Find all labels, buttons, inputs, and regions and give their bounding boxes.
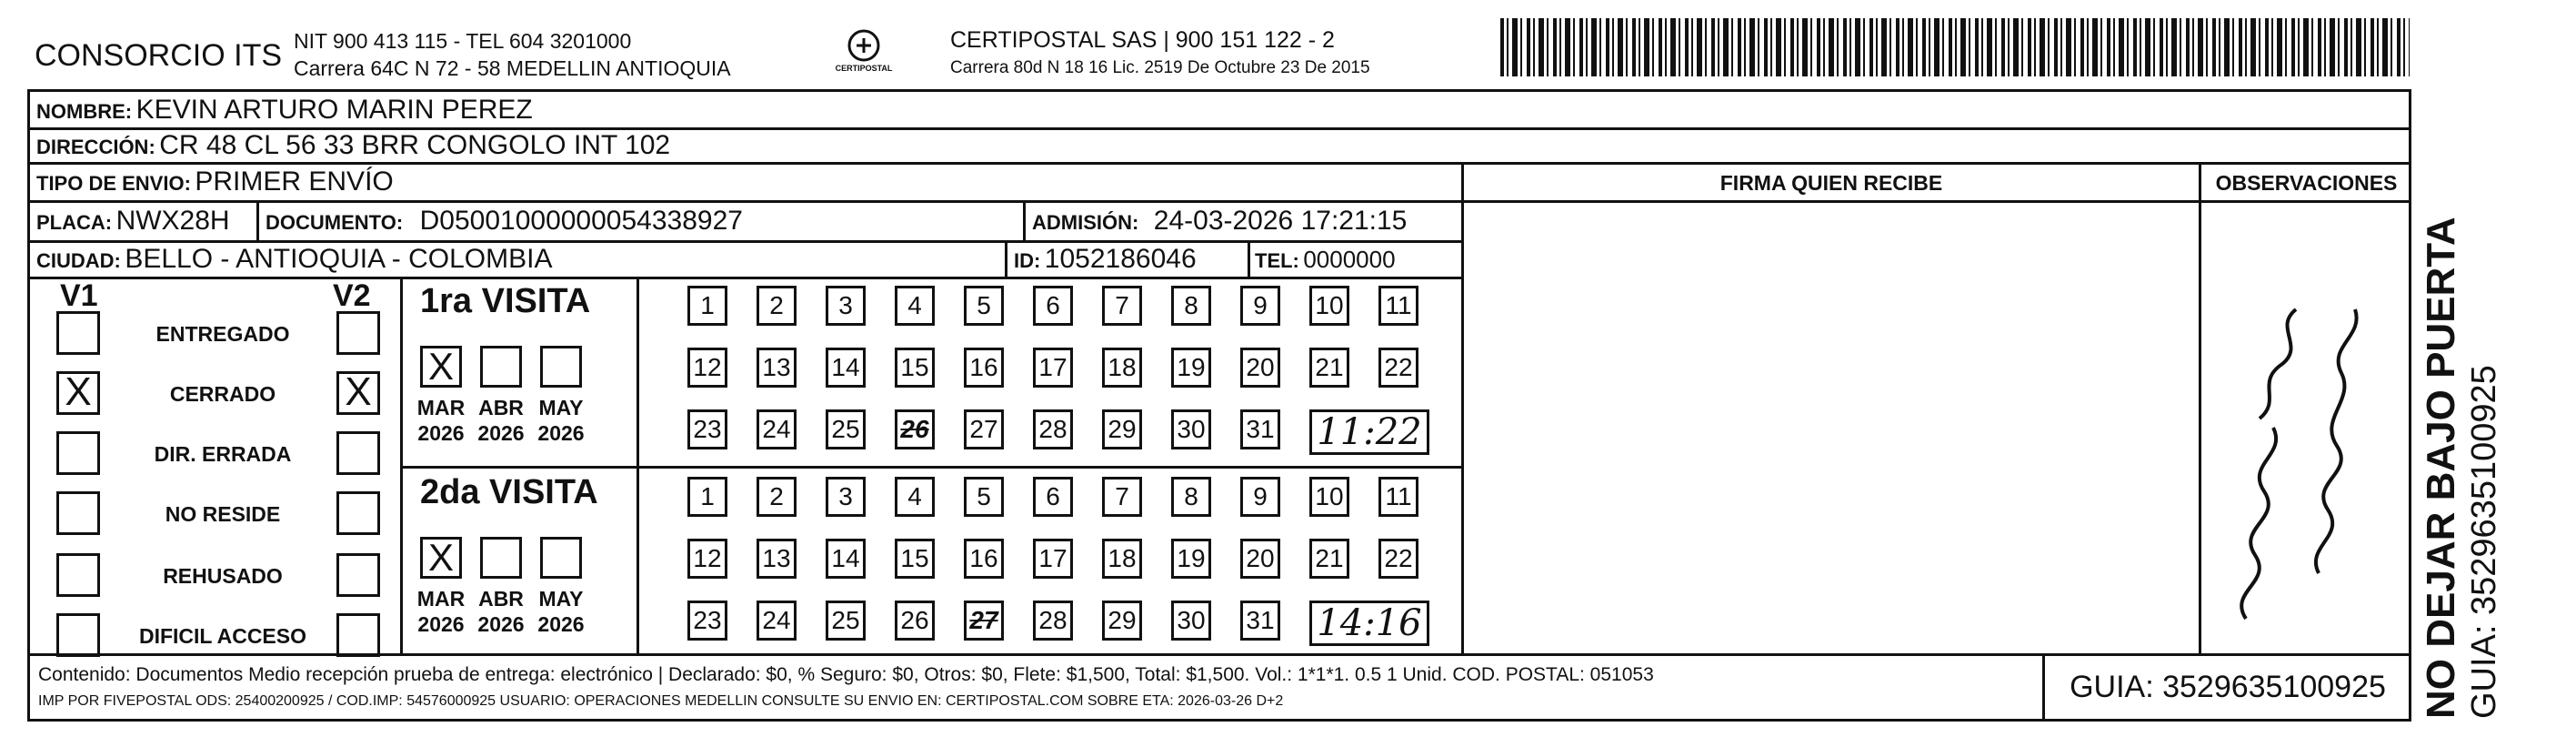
day-box[interactable]: 24 <box>757 409 797 449</box>
day-box[interactable]: 24 <box>757 601 797 641</box>
v2-checkbox[interactable]: X <box>336 371 380 415</box>
visit-title: 2da VISITA <box>420 473 598 511</box>
month-label: ABR <box>478 396 524 419</box>
admision-label: ADMISIÓN: <box>1032 211 1139 234</box>
v2-checkbox[interactable] <box>336 491 380 535</box>
day-box[interactable]: 23 <box>687 409 727 449</box>
day-box[interactable]: 5 <box>964 286 1004 326</box>
footer-guia: GUIA: 3529635100925 <box>2070 670 2386 704</box>
day-box[interactable]: 7 <box>1102 286 1142 326</box>
day-box[interactable]: 19 <box>1171 348 1211 388</box>
day-box[interactable]: 13 <box>757 348 797 388</box>
day-box[interactable]: 11 <box>1378 286 1418 326</box>
year-label: 2026 <box>537 612 585 636</box>
documento-row <box>266 206 743 237</box>
ciudad-value: BELLO - ANTIOQUIA - COLOMBIA <box>125 244 553 274</box>
day-box[interactable]: 29 <box>1102 601 1142 641</box>
logo-text: CERTIPOSTAL <box>835 64 893 73</box>
day-box[interactable]: 18 <box>1102 348 1142 388</box>
month-label: MAR <box>416 396 466 419</box>
day-box[interactable]: 10 <box>1309 286 1349 326</box>
id-label: ID: <box>1014 249 1041 272</box>
day-box[interactable]: 15 <box>895 539 935 579</box>
day-box[interactable]: 4 <box>895 477 935 517</box>
company-name: CONSORCIO ITS <box>35 38 283 73</box>
v1-checkbox[interactable] <box>56 613 100 657</box>
day-box[interactable]: 25 <box>826 409 866 449</box>
v1-checkbox[interactable] <box>56 553 100 597</box>
day-box[interactable]: 20 <box>1240 539 1280 579</box>
placa-label: PLACA: <box>36 211 113 234</box>
barcode-icon <box>1500 18 2410 76</box>
month-label: MAY <box>538 587 584 611</box>
month-label: MAR <box>416 587 466 611</box>
status-option-label: NO RESIDE <box>165 502 281 526</box>
day-box[interactable]: 11 <box>1378 477 1418 517</box>
tel-label: TEL: <box>1255 249 1299 272</box>
day-box[interactable]: 17 <box>1033 539 1073 579</box>
day-box[interactable]: 16 <box>964 539 1004 579</box>
day-box[interactable]: 23 <box>687 601 727 641</box>
placa-value: NWX28H <box>115 206 230 236</box>
day-box[interactable]: 1 <box>687 286 727 326</box>
visit-time-box[interactable]: 11:22 <box>1309 409 1429 455</box>
day-box[interactable]: 9 <box>1240 286 1280 326</box>
day-box[interactable]: 31 <box>1240 601 1280 641</box>
day-box[interactable]: 25 <box>826 601 866 641</box>
day-box[interactable]: 9 <box>1240 477 1280 517</box>
day-box[interactable]: 21 <box>1309 348 1349 388</box>
month-label: ABR <box>478 587 524 611</box>
year-label: 2026 <box>417 612 465 636</box>
month-checkbox[interactable] <box>480 537 522 579</box>
admision-row <box>1032 206 1407 237</box>
ciudad-label: CIUDAD: <box>36 249 121 272</box>
status-option-label: CERRADO <box>169 382 276 406</box>
status-option-label: REHUSADO <box>163 564 283 588</box>
day-box[interactable]: 3 <box>826 477 866 517</box>
tel-row <box>1255 246 1396 274</box>
documento-label: DOCUMENTO: <box>266 211 404 234</box>
visit-time-box[interactable]: 14:16 <box>1309 601 1429 646</box>
day-box[interactable]: 18 <box>1102 539 1142 579</box>
day-box[interactable]: 7 <box>1102 477 1142 517</box>
day-box[interactable]: 26 <box>895 601 935 641</box>
day-box[interactable]: 28 <box>1033 409 1073 449</box>
id-value: 1052186046 <box>1044 244 1197 274</box>
day-box[interactable]: 15 <box>895 348 935 388</box>
day-box[interactable]: 8 <box>1171 286 1211 326</box>
v1-label: V1 <box>60 278 98 313</box>
day-box[interactable]: 19 <box>1171 539 1211 579</box>
year-label: 2026 <box>477 612 525 636</box>
direccion-label: DIRECCIÓN: <box>36 136 155 158</box>
month-checkbox[interactable] <box>480 346 522 388</box>
v1-checkbox[interactable] <box>56 431 100 475</box>
day-box[interactable]: 16 <box>964 348 1004 388</box>
footer-imp: IMP POR FIVEPOSTAL ODS: 25400200925 / COD.IMP: 54576000925 USUARIO: OPERACIONES MEDELLIN CONSULTE SU ENVIO EN: CERTIPOSTAL.COM SOBRE ETA: 2026-03-26 D+2 <box>38 693 1284 709</box>
side-line2: GUIA: 3529635100925 <box>2465 365 2503 719</box>
v1-checkbox[interactable] <box>56 311 100 355</box>
v2-checkbox[interactable] <box>336 553 380 597</box>
placa-row <box>36 206 230 237</box>
v2-checkbox[interactable] <box>336 613 380 657</box>
day-box[interactable]: 6 <box>1033 286 1073 326</box>
day-box[interactable]: 31 <box>1240 409 1280 449</box>
day-box[interactable]: 12 <box>687 348 727 388</box>
v1-checkbox[interactable]: X <box>56 371 100 415</box>
handwritten-observation-icon <box>2219 291 2373 637</box>
month-label: MAY <box>538 396 584 419</box>
observaciones-header: OBSERVACIONES <box>2215 171 2398 195</box>
month-checkbox[interactable] <box>540 346 582 388</box>
day-box[interactable]: 3 <box>826 286 866 326</box>
admision-value: 24-03-2026 17:21:15 <box>1153 206 1408 236</box>
status-option-label: DIFICIL ACCESO <box>138 624 306 648</box>
year-label: 2026 <box>477 421 525 445</box>
day-box[interactable]: 5 <box>964 477 1004 517</box>
certipostal-logo <box>832 25 896 78</box>
tipo-row <box>36 167 394 197</box>
day-box[interactable]: 12 <box>687 539 727 579</box>
day-box[interactable]: 20 <box>1240 348 1280 388</box>
day-box[interactable]: 2 <box>757 286 797 326</box>
month-checkbox[interactable]: X <box>420 346 462 388</box>
nombre-label: NOMBRE: <box>36 100 133 123</box>
v2-label: V2 <box>333 278 371 313</box>
license-line: Carrera 80d N 18 16 Lic. 2519 De Octubre 23 De 2015 <box>950 58 1370 77</box>
day-box[interactable]: 22 <box>1378 539 1418 579</box>
month-checkbox[interactable]: X <box>420 537 462 579</box>
day-box[interactable]: 13 <box>757 539 797 579</box>
side-line1: NO DEJAR BAJO PUERTA <box>2419 217 2463 719</box>
day-box[interactable]: 30 <box>1171 409 1211 449</box>
footer-contenido: Contenido: Documentos Medio recepción prueba de entrega: electrónico | Declarado: $0, % Seguro: $0, Otros: $0, Flete: $1,500, Total: $1,500. Vol.: 1*1*1. 0.5 1 Unid. COD. POSTAL: 051053 <box>38 664 1654 685</box>
day-box[interactable]: 1 <box>687 477 727 517</box>
documento-value: D05001000000054338927 <box>419 206 743 236</box>
day-box[interactable]: 21 <box>1309 539 1349 579</box>
tipo-label: TIPO DE ENVIO: <box>36 172 191 195</box>
day-box[interactable]: 8 <box>1171 477 1211 517</box>
year-label: 2026 <box>537 421 585 445</box>
day-box[interactable]: 26 <box>895 409 935 449</box>
id-row <box>1014 244 1197 275</box>
year-label: 2026 <box>417 421 465 445</box>
v2-checkbox[interactable] <box>336 431 380 475</box>
direccion-value: CR 48 CL 56 33 BRR CONGOLO INT 102 <box>159 130 671 160</box>
side-warning <box>2419 217 2504 719</box>
day-box[interactable]: 2 <box>757 477 797 517</box>
certipostal-line: CERTIPOSTAL SAS | 900 151 122 - 2 <box>950 27 1335 53</box>
day-box[interactable]: 4 <box>895 286 935 326</box>
day-box[interactable]: 27 <box>964 409 1004 449</box>
day-box[interactable]: 30 <box>1171 601 1211 641</box>
v1-checkbox[interactable] <box>56 491 100 535</box>
month-checkbox[interactable] <box>540 537 582 579</box>
company-address: Carrera 64C N 72 - 58 MEDELLIN ANTIOQUIA <box>294 56 731 80</box>
visit-title: 1ra VISITA <box>420 282 591 320</box>
day-box[interactable]: 14 <box>826 348 866 388</box>
day-box[interactable]: 27 <box>964 601 1004 641</box>
day-box[interactable]: 17 <box>1033 348 1073 388</box>
day-box[interactable]: 14 <box>826 539 866 579</box>
tipo-value: PRIMER ENVÍO <box>195 167 394 197</box>
day-box[interactable]: 28 <box>1033 601 1073 641</box>
nombre-row <box>36 95 533 126</box>
tel-value: 0000000 <box>1303 246 1396 273</box>
status-option-label: DIR. ERRADA <box>154 442 292 466</box>
day-box[interactable]: 29 <box>1102 409 1142 449</box>
direccion-row <box>36 130 670 161</box>
status-option-label: ENTREGADO <box>155 322 290 346</box>
day-box[interactable]: 22 <box>1378 348 1418 388</box>
nit-tel: NIT 900 413 115 - TEL 604 3201000 <box>294 29 632 53</box>
firma-header: FIRMA QUIEN RECIBE <box>1719 171 1943 195</box>
ciudad-row <box>36 244 552 275</box>
nombre-value: KEVIN ARTURO MARIN PEREZ <box>135 95 533 125</box>
day-box[interactable]: 6 <box>1033 477 1073 517</box>
day-box[interactable]: 10 <box>1309 477 1349 517</box>
v2-checkbox[interactable] <box>336 311 380 355</box>
